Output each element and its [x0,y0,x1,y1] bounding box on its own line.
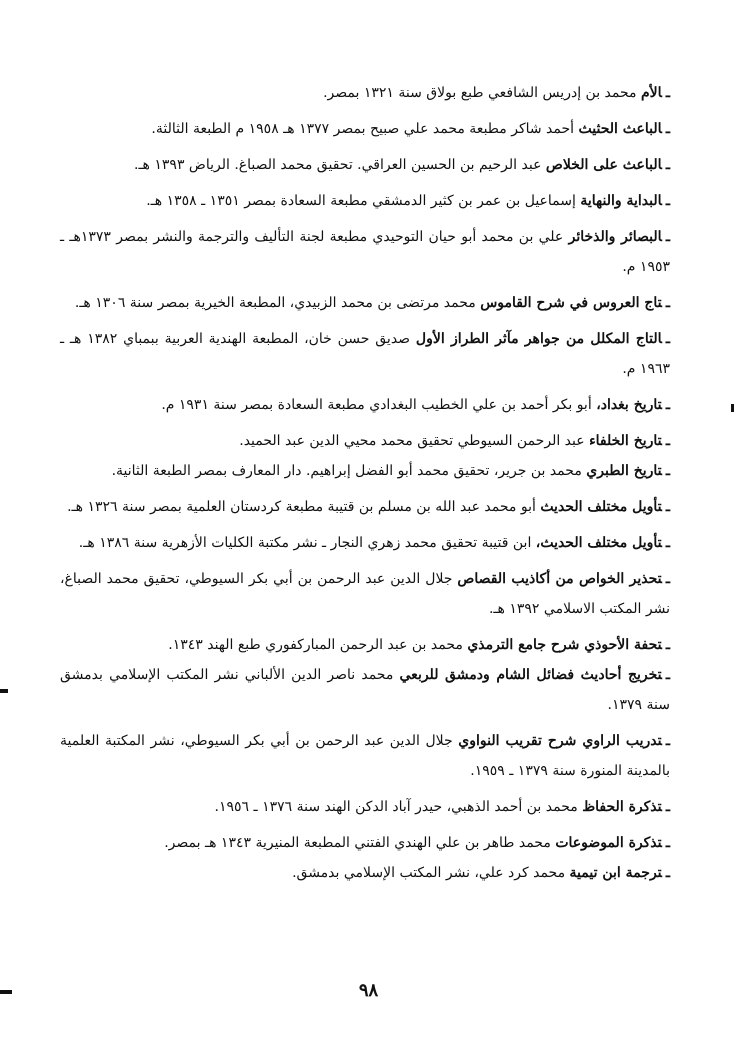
entry-description: ابن قتيبة تحقيق محمد زهري النجار ـ نشر مكتبة الكليات الأزهرية سنة ١٣٨٦ هـ. [78,535,532,551]
entry-dash: ـ [665,121,670,137]
bibliography-entry [60,456,670,486]
entry-description: محمد مرتضى بن محمد الزبيدي، المطبعة الخيرية بمصر سنة ١٣٠٦ هـ. [74,295,476,311]
entry-dash: ـ [665,229,671,245]
bibliography-entry [60,660,670,720]
bibliography-entry [60,858,670,888]
bibliography-entry [60,186,670,216]
entry-description: محمد بن إدريس الشافعي طبع بولاق سنة ١٣٢١ بمصر. [323,85,637,101]
bibliography-entry [60,726,670,786]
entry-title: الباعث على الخلاص [545,157,662,173]
entry-dash: ـ [665,85,670,101]
entry-title: تخريج أحاديث فضائل الشام ودمشق للربعي [399,667,662,683]
entry-description: جلال الدين عبد الرحمن بن أبي بكر السيوطي، تحقيق محمد الصباغ، نشر المكتب الاسلامي ١٣٩٢ هـ. [60,571,670,617]
bibliography-entry [60,288,670,318]
bibliography-entry [60,630,670,660]
entry-dash: ـ [665,733,670,749]
bibliography-entry [60,828,670,858]
entry-title: البداية والنهاية [580,193,662,209]
entry-description: محمد طاهر بن علي الهندي الفتني المطبعة المنيرية ١٣٤٣ هـ بمصر. [164,835,551,851]
bibliography-entry [60,78,670,108]
entry-title: تأويل مختلف الحديث [540,499,662,515]
entry-title: تاج العروس في شرح القاموس [480,295,662,311]
entry-title: تاريخ الخلفاء [589,433,662,449]
bibliography-entry [60,324,670,384]
entry-description: محمد ناصر الدين الألباني نشر المكتب الإسلامي بدمشق سنة ١٣٧٩. [60,667,670,713]
entry-description: عبد الرحمن السيوطي تحقيق محمد محيي الدين عبد الحميد. [239,433,585,449]
entry-title: الأم [640,85,662,101]
scan-edge-mark [731,404,734,412]
entry-dash: ـ [665,535,670,551]
entry-description: علي بن محمد أبو حيان التوحيدي مطبعة لجنة التأليف والترجمة والنشر بمصر ١٣٧٣هـ ـ ١٩٥٣ م. [60,229,670,275]
entry-description: صديق حسن خان، المطبعة الهندية العربية ببمباي ١٣٨٢ هـ ـ ١٩٦٣ م. [60,331,670,377]
entry-dash: ـ [665,835,670,851]
entry-dash: ـ [665,463,670,479]
scan-edge-mark [0,990,12,994]
entry-dash: ـ [665,799,670,815]
entry-title: تاريخ بغداد، [596,397,662,413]
entry-title: تحذير الخواص من أكاذيب القصاص [457,571,662,587]
entry-description: محمد كرد علي، نشر المكتب الإسلامي بدمشق. [292,865,566,881]
bibliography-entry [60,528,670,558]
bibliography-entry [60,492,670,522]
entry-title: تذكرة الحفاظ [582,799,662,815]
entry-dash: ـ [665,433,670,449]
entry-dash: ـ [665,295,670,311]
entry-dash: ـ [665,499,670,515]
bibliography-entry [60,150,670,180]
entry-description: محمد بن جرير، تحقيق محمد أبو الفضل إبراهيم. دار المعارف بمصر الطبعة الثانية. [111,463,582,479]
entry-description: أبو بكر أحمد بن علي الخطيب البغدادي مطبعة السعادة بمصر سنة ١٩٣١ م. [161,397,592,413]
entry-title: تذكرة الموضوعات [555,835,662,851]
entry-dash: ـ [665,571,670,587]
entry-title: التاج المكلل من جواهر مآثر الطراز الأول [415,331,662,347]
entry-dash: ـ [665,667,670,683]
entry-title: البصائر والذخائر [568,229,662,245]
entry-description: أبو محمد عبد الله بن مسلم بن قتيبة مطبعة كردستان العلمية بمصر سنة ١٣٢٦ هـ. [67,499,536,515]
entry-dash: ـ [665,193,670,209]
entry-description: عبد الرحيم بن الحسين العراقي. تحقيق محمد الصباغ. الرياض ١٣٩٣ هـ. [134,157,542,173]
entry-dash: ـ [665,331,670,347]
bibliography-entry [60,222,670,282]
entry-dash: ـ [665,637,670,653]
page-number: ٩٨ [358,980,379,1001]
bibliography-entry [60,564,670,624]
bibliography-entry [60,114,670,144]
entry-description: جلال الدين عبد الرحمن بن أبي بكر السيوطي، نشر المكتبة العلمية بالمدينة المنورة سنة ١٣٧٩ ـ ١٩٥٩. [60,733,670,779]
entry-title: تأويل مختلف الحديث، [535,535,662,551]
entry-dash: ـ [665,397,670,413]
entry-description: محمد بن أحمد الذهبي، حيدر آباد الدكن الهند سنة ١٣٧٦ ـ ١٩٥٦. [214,799,578,815]
entry-title: الباعث الحثيث [578,121,662,137]
entry-title: تحفة الأحوذي شرح جامع الترمذي [467,637,662,653]
entry-description: محمد بن عبد الرحمن المباركفوري طبع الهند ١٣٤٣. [168,637,463,653]
entry-dash: ـ [665,865,670,881]
bibliography-entry [60,792,670,822]
entry-description: إسماعيل بن عمر بن كثير الدمشقي مطبعة السعادة بمصر ١٣٥١ ـ ١٣٥٨ هـ. [146,193,576,209]
entry-dash: ـ [665,157,670,173]
entry-title: تدريب الراوي شرح تقريب النواوي [458,733,662,749]
bibliography-entry [60,390,670,420]
scan-edge-mark [0,689,8,693]
entry-title: تاريخ الطبري [586,463,662,479]
entry-title: ترجمة ابن تيمية [569,865,662,881]
entry-description: أحمد شاكر مطبعة محمد علي صبيح بمصر ١٣٧٧ هـ ١٩٥٨ م الطبعة الثالثة. [151,121,575,137]
bibliography-entry [60,426,670,456]
bibliography-list [60,78,670,894]
